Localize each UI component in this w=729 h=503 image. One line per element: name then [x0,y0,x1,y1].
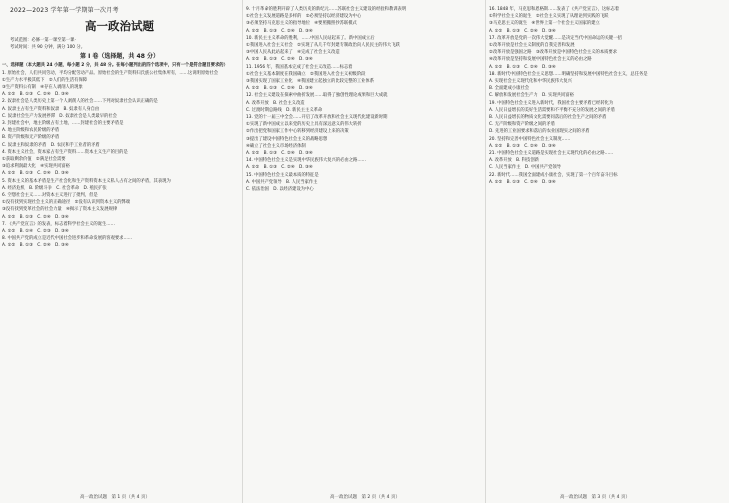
column-2 [246,6,482,496]
page-footer: 高一政治试题 第 3 页（共 4 页） [560,495,630,500]
question-line: ③我国实现了国家工业化 ④我国建立起独立的比较完整的工业体系 [246,79,375,85]
question-line: A. 奴隶主占有生产资料和奴隶 B. 奴隶有人身自由 [2,106,100,112]
question-line: A. ①② B. ①③ C. ②④ D. ③④ [2,214,69,220]
question-line: ①获取剩余价值 ②满足社会需要 [2,157,66,163]
page-footer: 高一政治试题 第 2 页（共 4 页） [330,495,400,500]
question-line: 3. 封建社会中，地主阶级占有土地，……封建社会的主要矛盾是 [2,121,124,127]
question-line: A. ①② B. ①③ C. ②④ D. ③④ [246,165,313,171]
question-line: ③没有找到变革社会的社会力量 ④揭示了资本主义发展规律 [2,207,118,213]
question-list [2,70,237,250]
question-line: 21. 中国特色社会主义道路是实现社会主义现代化的必由之路…… [489,151,614,157]
question-line: 19. 中国特色社会主义进入新时代，我国社会主要矛盾已经转化为 [489,100,614,106]
column-1 [2,6,237,496]
question-line: A. 中国共产党领导 B. 人民当家作主 [246,179,318,185]
question-line: ①我国进入社会主义社会 ②实现了从几千年封建专制政治向人民民主的伟大飞跃 [246,43,400,49]
question-line: 18. 新时代中国特色社会主义思想……明确坚持和发展中国特色社会主义，总任务是 [489,71,648,77]
question-line: ①社会主义基本制度在我国确立 ②我国进入社会主义初级阶段 [246,71,366,77]
question-line: ③马克思主义的诞生 ④世界上第一个社会主义国家的建立 [489,21,600,27]
question-line: D. 先进的工业国要求和落后的农业国现实之间的矛盾 [489,129,590,135]
question-list [489,6,725,186]
question-line: 4. 资本主义社会，资本家占有生产资料……资本主义生产的目的是 [2,149,128,155]
question-line: 17. 改革开放是党的一次伟大觉醒……是决定当代中国命运的关键一招 [489,35,622,41]
question-line: ③提出了建设中国特色社会主义的战略思想 [246,136,328,142]
question-line: ①实现了新中国成立以来党的历史上具有深远意义的伟大转折 [246,122,362,128]
question-line: ①科学社会主义的诞生 ②社会主义实现了从理论到实践的飞跃 [489,14,609,20]
question-line: ②改革开放是强国之路 ③改革开放是中国特色社会主义的本质要求 [489,50,618,56]
question-line: A. ①② B. ①③ C. ②④ D. ③④ [2,243,69,249]
question-line: ②作出把党和国家工作中心转移到经济建设上来的决策 [246,129,349,135]
question-line: A. 经济危机 B. 阶级斗争 C. 社会革命 D. 殖民扩张 [2,185,107,191]
question-line: 1. 原始社会，人们共同劳动，平均分配劳动产品。原始社会的生产资料归氏族公社集体所有，……这说明原始社会 [2,70,219,76]
note-line: 考试时间：共 90 分钟，满分 100 分。 [10,45,85,51]
question-line: A. ①② B. ①③ C. ②④ D. ③④ [489,64,556,70]
question-line: C. 奴隶主和奴隶的矛盾 D. 农民和手工业者的矛盾 [2,142,100,148]
question-line: A. ①② B. ①③ C. ②④ D. ③④ [2,92,69,98]
question-line: A. 实现社会主义现代化和中华民族伟大复兴 [489,79,572,85]
question-line: ③必须坚持马克思主义的指导地位 ④要照搬照抄苏联模式 [246,21,357,27]
question-line: 13. 党的十一届三中全会……开启了改革开放和社会主义现代化建设新时期 [246,115,388,121]
question-line: ①社会主义发展道路是多样的 ②必须坚持以经济建设为中心 [246,14,362,20]
question-line: C. 依法治国 D. 以经济建设为中心 [246,187,314,193]
question-line: 10. 新民主主义革命的胜利，……中国人民站起来了。新中国成立后 [246,35,375,41]
question-line: 7. 《共产党宣言》的发表，标志着科学社会主义的诞生…… [2,221,115,227]
question-line: 11. 1956 年，我国基本完成了社会主义改造……标志着 [246,64,353,70]
question-line: A. 地主阶级和农民阶级的矛盾 [2,128,60,134]
question-line: A. 改革开放 B. 科技创新 [489,158,539,164]
question-line: A. ①② B. ①③ C. ②④ D. ③④ [246,28,313,34]
question-line: B. 全面建成小康社会 [489,86,530,92]
question-line: 6. 空想社会主义……对资本主义进行了批判，但是 [2,193,98,199]
section-title: 第 Ⅰ 卷（选择题，共 48 分） [80,53,159,61]
exam-year: 2022—2023 学年第一学期第一次月考 [10,7,119,14]
question-line: C. 过渡时期总路线 D. 新民主主义革命 [246,107,323,113]
page-title: 高一政治试题 [85,19,154,33]
question-line: ③中国人民从此站起来了 ④完成了社会主义改造 [246,50,340,56]
question-line: C. 解放和发展社会生产力 D. 实现共同富裕 [489,93,574,99]
question-line: C. 奴隶社会生产力发展停滞 D. 奴隶社会是人类最早的社会 [2,113,117,119]
section-instruction: 一、选择题（本大题共 24 小题，每小题 2 分，共 48 分。在每小题列出的四个选项中，只有一个是符合题目要求的） [2,63,228,69]
question-line: C. 无产阶级和资产阶级之间的矛盾 [489,122,555,128]
question-line: A. 改革开放 B. 社会主义改造 [246,100,305,106]
question-line: 5. 资本主义的基本矛盾是生产社会化和生产资料资本主义私人占有之间的矛盾，其表现为 [2,178,171,184]
question-line: 12. 社会主义建设在探索中曲折发展……取得了独创性理论成果和巨大成就 [246,93,388,99]
column-divider [485,0,486,503]
question-line: 14. 中国特色社会主义是实现中华民族伟大复兴的必由之路…… [246,158,366,164]
question-line: A. ①② B. ①③ C. ②④ D. ③④ [2,171,69,177]
note-line: 考试范围：必修一第一课至第一课· [10,38,76,43]
question-line: ③生产资料公有制 ④存在人剥削人的现象 [2,85,83,91]
question-line: A. ①② B. ①③ C. ②④ D. ③④ [246,86,313,92]
question-line: B. 人民日益增长的物质文化需要同落后的社会生产之间的矛盾 [489,115,607,121]
column-3 [489,6,725,496]
question-line: C. 人民当家作主 D. 中国共产党领导 [489,165,561,171]
page-footer: 高一政治试题 第 1 页（共 4 页） [80,495,150,500]
question-line: ③追求利润最大化 ④实现共同富裕 [2,164,70,170]
question-line: ④确立了社会主义市场经济体制 [246,143,306,149]
question-line: 20. 坚持和完善中国特色社会主义制度…… [489,136,571,142]
question-line: A. ①② B. ①③ C. ②④ D. ③④ [246,151,313,157]
question-line: A. ①② B. ①③ C. ②④ D. ③④ [489,179,556,185]
question-line: A. 人民日益增长的美好生活需要和不平衡不充分的发展之间的矛盾 [489,107,615,113]
question-line: 8. 中国共产党的成立是近代中国社会进步和革命发展的客观要求…… [2,236,133,242]
question-line: B. 资产阶级和无产阶级的矛盾 [2,135,60,141]
question-line: A. ①② B. ①③ C. ②④ D. ③④ [246,57,313,63]
question-line: ①改革开放是社会主义制度的自我完善和发展 [489,43,575,49]
question-line: 16. 1848 年，马克思和恩格斯……发表了《共产党宣言》，这标志着 [489,7,620,12]
question-line: ④改革开放是坚持和发展中国特色社会主义的必由之路 [489,57,592,63]
column-divider [242,0,243,503]
question-line: ①生产力水平极其低下 ②人们的生活有保障 [2,77,88,83]
question-line: A. ①② B. ①③ C. ②④ D. ③④ [489,143,556,149]
question-line: 2. 奴隶社会是人类历史上第一个人剥削人的社会……下列对奴隶社会认识正确的是 [2,99,158,105]
question-line: 22. 新时代……我国全面建成小康社会，实现了第一个百年奋斗目标 [489,172,618,178]
question-line: ①没有找到实现社会主义的正确途径 ②没有认识到资本主义的弊端 [2,200,131,206]
question-line: 9. 十月革命的胜利开辟了人类历史的新纪元……苏联社会主义建设的经验和教训表明 [246,7,407,12]
question-list [246,6,482,193]
question-line: A. ①② B. ①③ C. ②④ D. ③④ [489,28,556,34]
question-line: A. ①② B. ①④ C. ②③ D. ③④ [2,229,69,235]
question-line: 15. 中国特色社会主义最本质的特征是 [246,172,319,178]
